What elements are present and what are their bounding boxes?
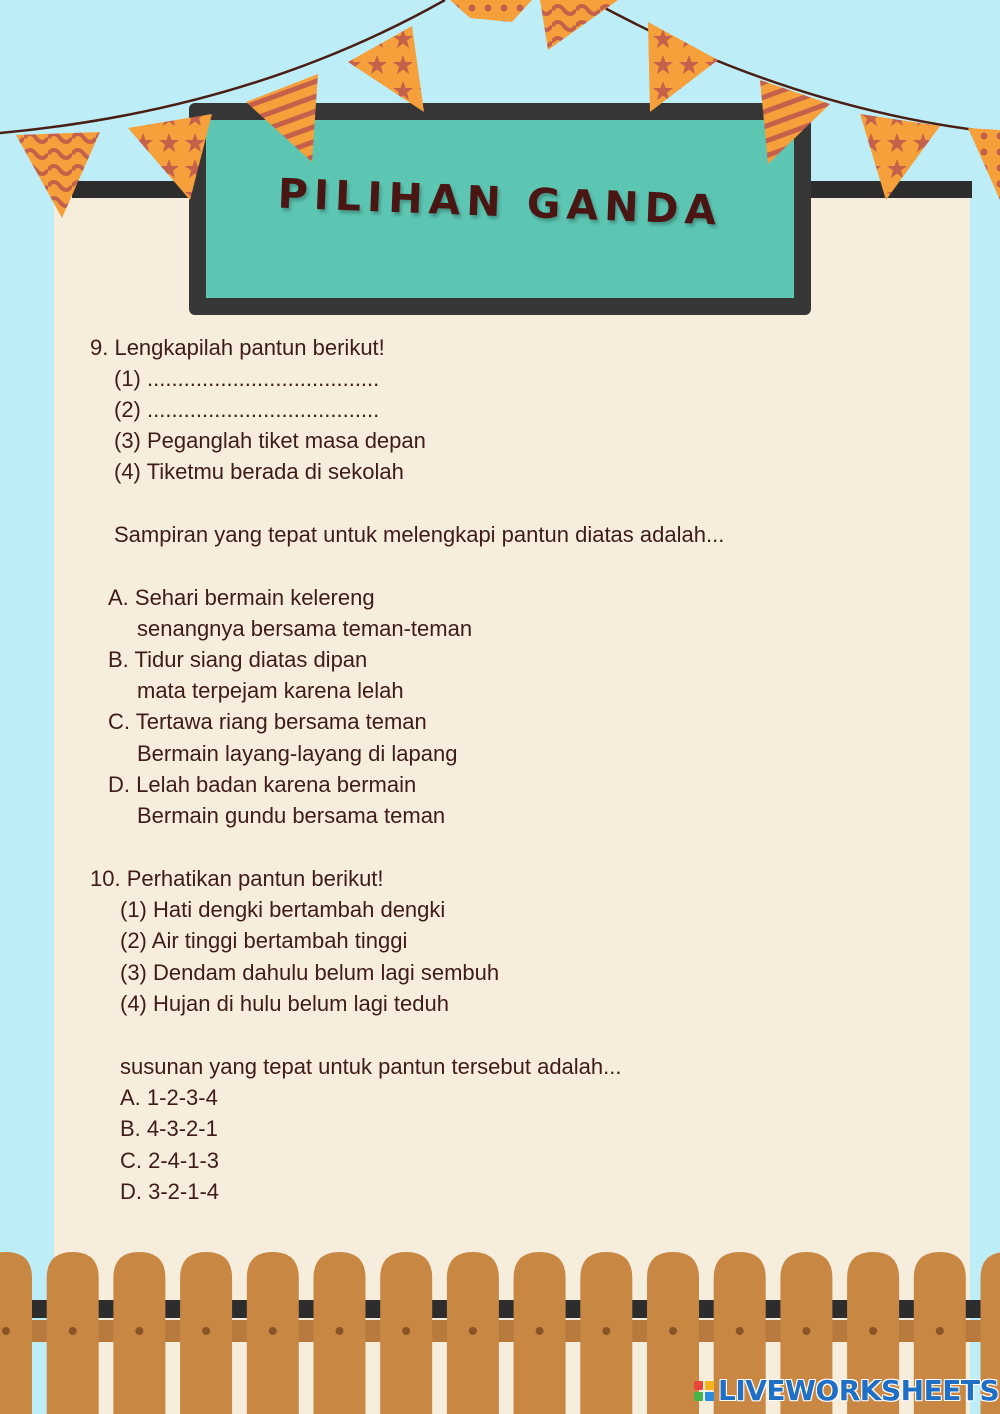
question-9-option-a-cont: senangnya bersama teman-teman bbox=[137, 616, 473, 641]
fence-nail bbox=[536, 1327, 544, 1335]
fence-nail bbox=[669, 1327, 677, 1335]
question-9-line-1-blank: (1) ...................................... bbox=[114, 366, 380, 391]
question-10-prompt: susunan yang tepat untuk pantun tersebut adalah... bbox=[120, 1054, 622, 1079]
fence-nail bbox=[469, 1327, 477, 1335]
watermark bbox=[694, 1374, 999, 1407]
watermark-text: LIVEWORKSHEETS bbox=[718, 1374, 1000, 1407]
fence-nail bbox=[69, 1327, 77, 1335]
question-9-line-2-blank: (2) ...................................... bbox=[114, 397, 380, 422]
question-9-option-d-cont: Bermain gundu bersama teman bbox=[137, 803, 446, 828]
question-10-option-c[interactable]: C. 2-4-1-3 bbox=[120, 1148, 220, 1173]
page-title: PILIHAN GANDA bbox=[276, 169, 724, 235]
question-9-option-c-cont: Bermain layang-layang di lapang bbox=[137, 741, 458, 766]
fence-nail bbox=[402, 1327, 410, 1335]
fence-nail bbox=[802, 1327, 810, 1335]
fence-nail bbox=[269, 1327, 277, 1335]
fence-nail bbox=[135, 1327, 143, 1335]
question-9-option-d[interactable]: D. Lelah badan karena bermain bbox=[108, 772, 417, 797]
fence-nail bbox=[2, 1327, 10, 1335]
question-10-option-d[interactable]: D. 3-2-1-4 bbox=[120, 1179, 220, 1204]
question-9-option-c[interactable]: C. Tertawa riang bersama teman bbox=[108, 709, 427, 734]
question-10-line-3: (3) Dendam dahulu belum lagi sembuh bbox=[120, 960, 500, 985]
question-9-option-b[interactable]: B. Tidur siang diatas dipan bbox=[108, 647, 368, 672]
question-10-option-a[interactable]: A. 1-2-3-4 bbox=[120, 1085, 218, 1110]
fence-nail bbox=[736, 1327, 744, 1335]
fence-nail bbox=[202, 1327, 210, 1335]
question-9-line-3: (3) Peganglah tiket masa depan bbox=[114, 428, 426, 453]
question-10-option-b[interactable]: B. 4-3-2-1 bbox=[120, 1116, 218, 1141]
question-9-stem: 9. Lengkapilah pantun berikut! bbox=[90, 335, 385, 360]
fence-nail bbox=[869, 1327, 877, 1335]
question-10-stem: 10. Perhatikan pantun berikut! bbox=[90, 866, 384, 891]
fence-nail bbox=[336, 1327, 344, 1335]
liveworksheets-logo-icon bbox=[694, 1381, 714, 1401]
fence-nail bbox=[936, 1327, 944, 1335]
question-9-prompt: Sampiran yang tepat untuk melengkapi pantun diatas adalah... bbox=[114, 522, 725, 547]
question-10-line-4: (4) Hujan di hulu belum lagi teduh bbox=[120, 991, 449, 1016]
fence-nail bbox=[602, 1327, 610, 1335]
question-9-line-4: (4) Tiketmu berada di sekolah bbox=[114, 459, 404, 484]
question-9-option-a[interactable]: A. Sehari bermain kelereng bbox=[108, 585, 375, 610]
question-10-line-1: (1) Hati dengki bertambah dengki bbox=[120, 897, 446, 922]
question-10-line-2: (2) Air tinggi bertambah tinggi bbox=[120, 928, 408, 953]
question-9-option-b-cont: mata terpejam karena lelah bbox=[137, 678, 404, 703]
